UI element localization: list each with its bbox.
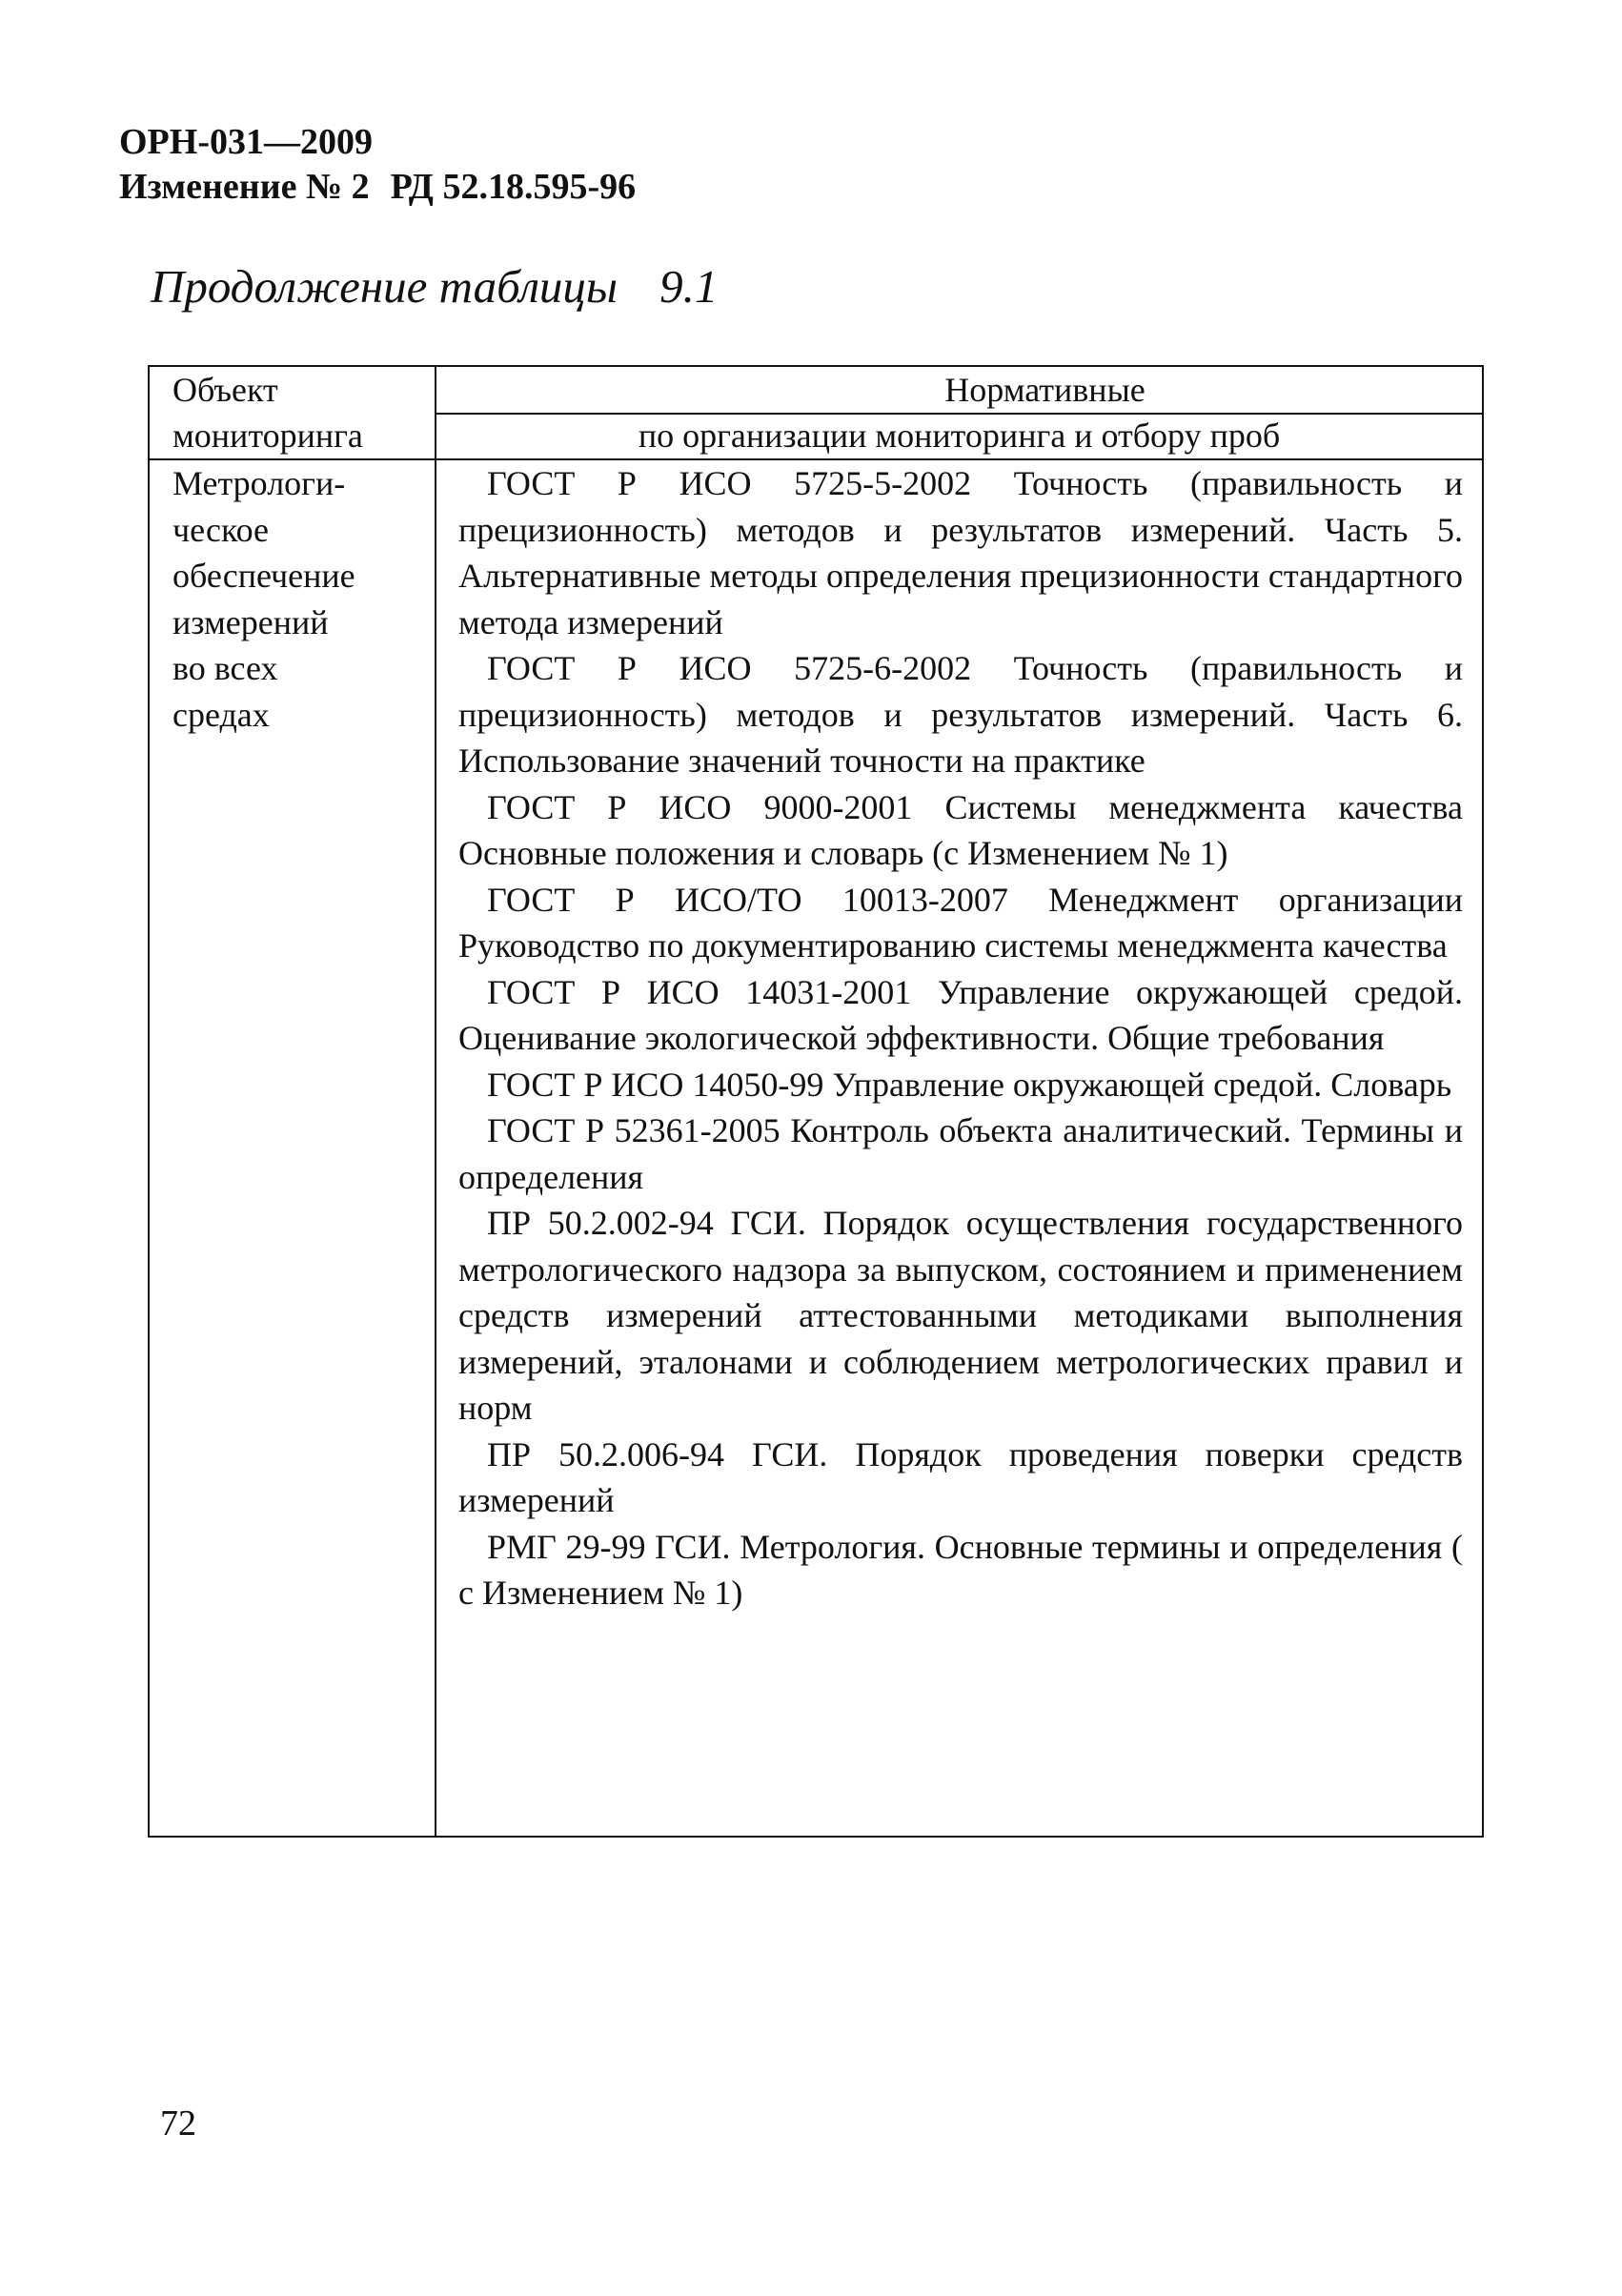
object-line: обеспечение [172,557,355,595]
standard-entry: ГОСТ Р ИСО 9000-2001 Системы менеджмента качества Основные положения и словарь (с Изменением № 1) [458,787,1463,872]
caption-text: Продолжение таблицы [151,260,618,313]
doc-code: ОРН-031—2009 [119,122,373,162]
standard-entry: ГОСТ Р ИСО 14031-2001 Управление окружающей средой. Оценивание экологической эффективности. Общие требования [458,972,1463,1057]
standard-entry: ГОСТ Р ИСО 14050-99 Управление окружающей средой. Словарь [487,1065,1452,1104]
normative-documents-cell [458,460,1463,1616]
caption-number: 9.1 [659,260,719,313]
column-header-normative-top: Нормативные [944,371,1146,409]
table-caption [151,259,718,314]
rd-code: РД 52.18.595-96 [390,167,637,207]
page-number: 72 [160,2103,196,2144]
column-header-normative-bottom: по организации мониторинга и отбору проб [638,417,1281,455]
column-header-object [172,367,363,458]
standards-table [148,365,1484,1838]
amendment-line [119,165,636,210]
standard-entry: ГОСТ Р ИСО 5725-5-2002 Точность (правильность и прецизионность) методов и результатов измерений. Часть 5. Альтернативные методы определения прецизионности стандартного метода измерений [458,464,1463,641]
monitoring-object-cell [172,460,355,738]
object-line: измерений [172,602,329,641]
standard-entry: ПР 50.2.006-94 ГСИ. Порядок проведения поверки средств измерений [458,1434,1463,1519]
object-line: средах [172,695,270,734]
standard-entry: ГОСТ Р ИСО 5725-6-2002 Точность (правильность и прецизионность) методов и результатов измерений. Часть 6. Использование значений точности на практике [458,649,1463,780]
object-line: во всех [172,649,278,687]
column-header-object-line-2: мониторинга [172,417,363,455]
standard-entry: ПР 50.2.002-94 ГСИ. Порядок осуществления государственного метрологического надзора за выпуском, состоянием и применением средств измерений аттестованными методиками выполнения измерений, эталонами и соблюдением метрологических правил и норм [458,1204,1463,1427]
object-line: ческое [172,510,270,549]
column-divider [435,367,436,1836]
standard-entry: ГОСТ Р 52361-2005 Контроль объекта аналитический. Термины и определения [458,1111,1463,1196]
column-header-object-line-1: Объект [172,371,278,409]
object-line: Метрологи- [172,464,346,502]
standard-entry: РМГ 29-99 ГСИ. Метрология. Основные термины и определения ( с Изменением № 1) [458,1527,1463,1612]
document-header [119,120,636,210]
standard-entry: ГОСТ Р ИСО/ТО 10013-2007 Менеджмент организации Руководство по документированию системы менеджмента качества [458,880,1463,965]
amendment-label: Изменение № 2 [119,167,370,207]
